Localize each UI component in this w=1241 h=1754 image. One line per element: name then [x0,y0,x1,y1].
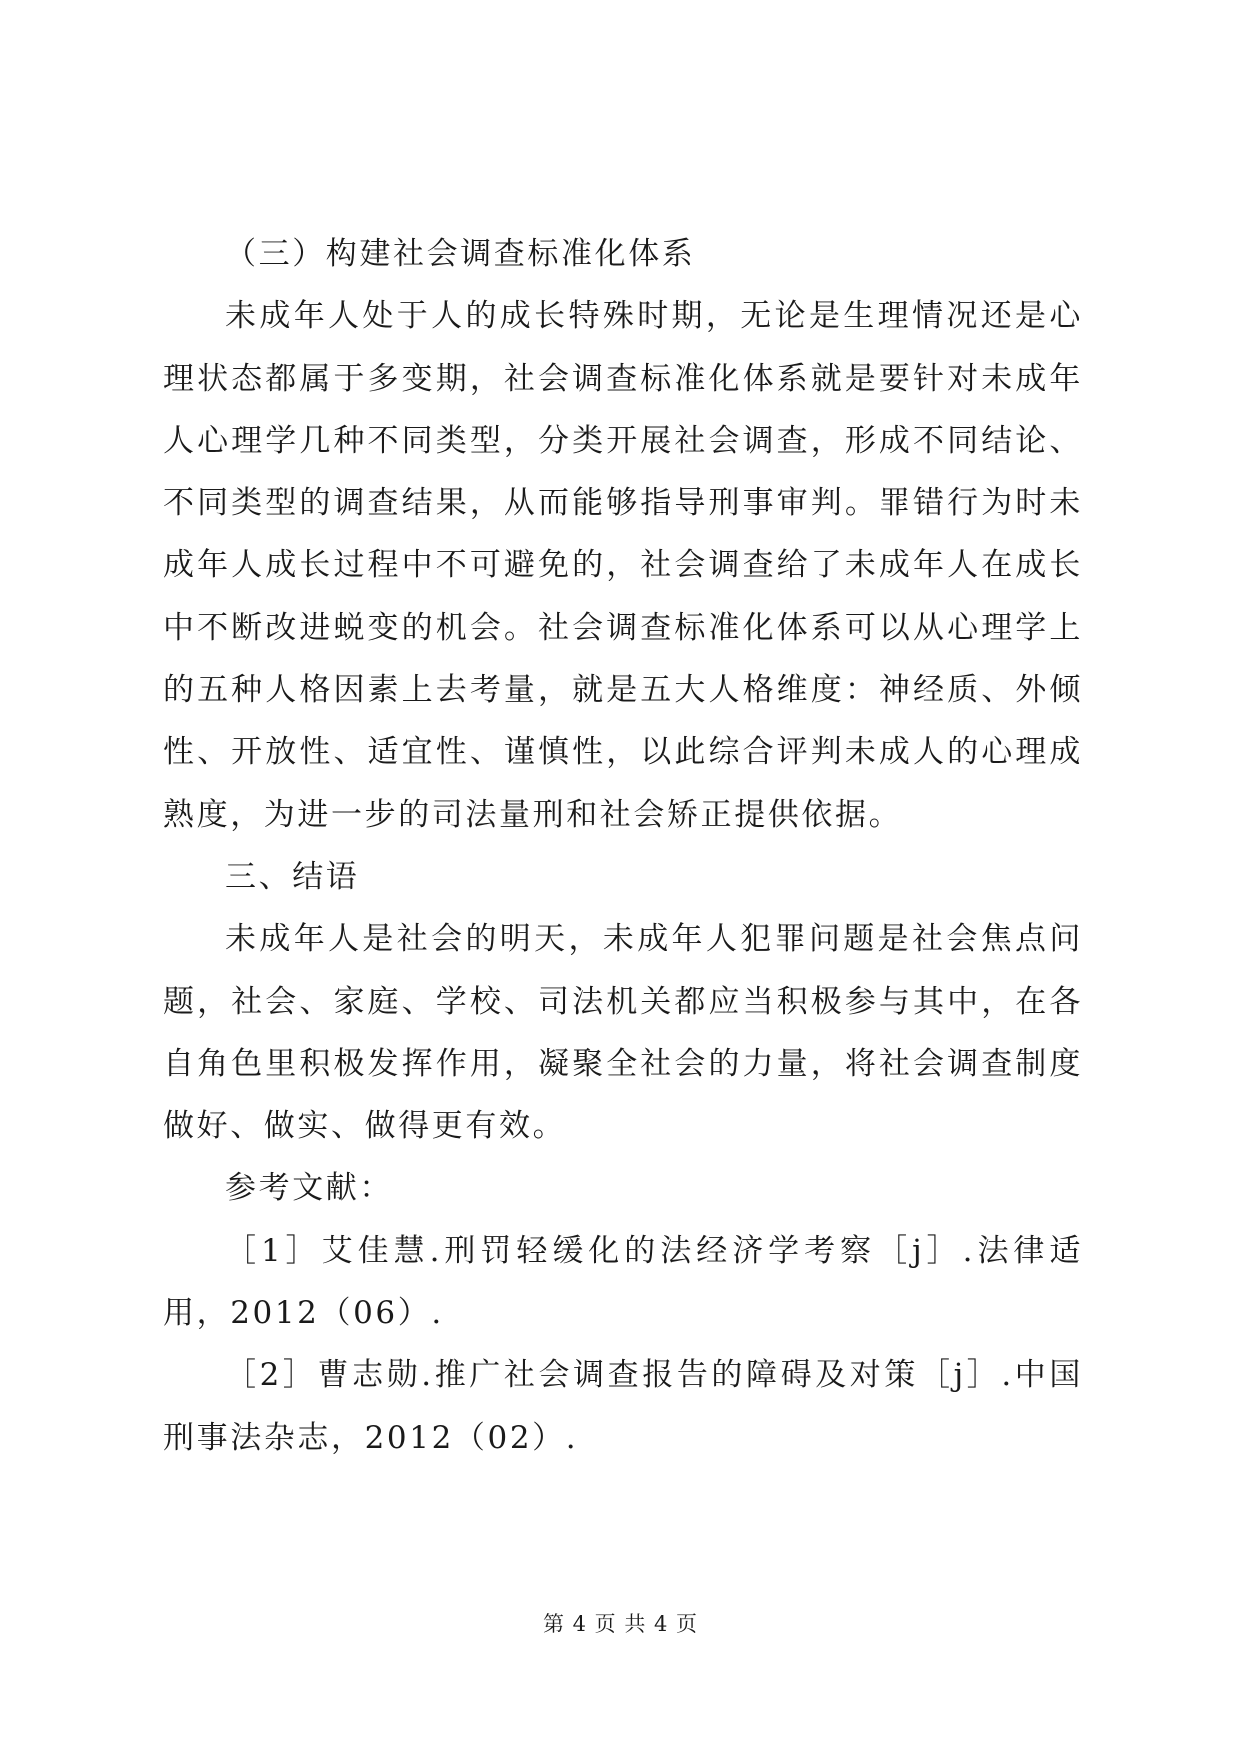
section-heading: （三）构建社会调查标准化体系 [225,236,696,272]
references-heading: 参考文献： [225,1170,393,1207]
reference-item: ［1］艾佳慧.刑罚轻缓化的法经济学考察［j］.法律适用，2012（06）. [163,1232,1083,1332]
conclusion-heading: 三、结语 [225,858,360,895]
body-paragraph: 未成年人是社会的明天，未成年人犯罪问题是社会焦点问题，社会、家庭、学校、司法机关都应当积极参与其中，在各自角色里积极发挥作用，凝聚全社会的力量，将社会调查制度做好、做实、做得更有效。 [163,921,1083,1145]
reference-item: ［2］曹志勋.推广社会调查报告的障碍及对策［j］.中国刑事法杂志，2012（02）. [163,1357,1083,1456]
body-paragraph: 未成年人处于人的成长特殊时期，无论是生理情况还是心理状态都属于多变期，社会调查标准化体系就是要针对未成年人心理学几种不同类型，分类开展社会调查，形成不同结论、不同类型的调查结果，从而能够指导刑事审判。罪错行为时未成年人成长过程中不可避免的，社会调查给了未成年人在成长中不断改进蜕变的机会。社会调查标准化体系可以从心理学上的五种人格因素上去考量，就是五大人格维度：神经质、外倾性、开放性、适宜性、谨慎性，以此综合评判未成人的心理成熟度，为进一步的司法量刑和社会矫正提供依据。 [163,298,1083,833]
page-number-footer: 第 4 页 共 4 页 [542,1612,699,1636]
document-body [163,223,1083,1469]
